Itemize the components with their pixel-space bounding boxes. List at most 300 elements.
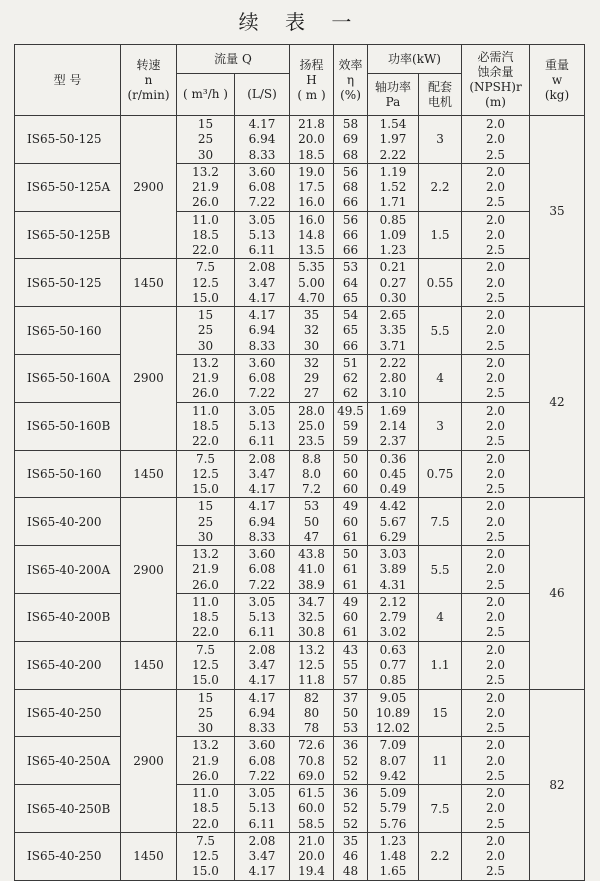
head-value: 21.8: [298, 117, 325, 132]
table-row: [15, 546, 585, 594]
header-flow-ls: (L/S): [235, 74, 290, 116]
q_ls-value: 6.94: [248, 705, 276, 720]
head-cell: [290, 163, 334, 211]
npsh-cell: [462, 116, 530, 164]
q_ls-value: 6.08: [248, 371, 276, 386]
flow-ls-cell: [235, 116, 290, 164]
model-cell: IS65-40-200: [15, 641, 121, 689]
pa-value: 1.09: [379, 227, 407, 242]
model-cell: IS65-40-250B: [15, 785, 121, 833]
q_m3h-value: 26.0: [192, 768, 219, 783]
model-cell: IS65-50-160B: [15, 402, 121, 450]
head-cell: [290, 354, 334, 402]
shaft-power-cell: [368, 737, 419, 785]
flow-ls-cell: [235, 546, 290, 594]
npsh-value: 2.0: [485, 705, 506, 720]
q_ls-value: 4.17: [248, 864, 276, 879]
efficiency-cell: [334, 832, 368, 880]
flow-m3h-cell: [177, 450, 235, 498]
eff-value: 49: [342, 595, 359, 610]
efficiency-cell: [334, 307, 368, 355]
eff-value: 49: [342, 499, 359, 514]
head-cell: [290, 785, 334, 833]
eff-value: 61: [342, 529, 359, 544]
npsh-cell: [462, 259, 530, 307]
model-cell: IS65-50-160: [15, 307, 121, 355]
npsh-value: 2.5: [485, 243, 506, 258]
motor-cell: 2.2: [419, 163, 462, 211]
flow-ls-cell: [235, 307, 290, 355]
q_m3h-value: 25: [197, 705, 214, 720]
model-cell: IS65-40-250: [15, 689, 121, 737]
speed-cell: 1450: [121, 259, 177, 307]
eff-value: 68: [342, 180, 359, 195]
flow-ls-cell: [235, 163, 290, 211]
q_m3h-value: 12.5: [192, 658, 219, 673]
pa-value: 2.79: [379, 610, 407, 625]
head-value: 13.5: [298, 243, 325, 258]
pa-value: 1.97: [379, 132, 407, 147]
pa-value: 1.54: [379, 117, 407, 132]
eff-value: 50: [342, 547, 359, 562]
header-npsh: 必需汽 蚀余量 (NPSH)r (m): [462, 45, 530, 116]
pa-value: 1.71: [379, 195, 407, 210]
npsh-cell: [462, 307, 530, 355]
shaft-power-cell: [368, 832, 419, 880]
motor-cell: 5.5: [419, 307, 462, 355]
npsh-value: 2.0: [485, 164, 506, 179]
table-row: [15, 450, 585, 498]
eff-value: 60: [342, 610, 359, 625]
eff-value: 52: [342, 801, 359, 816]
eff-value: 56: [342, 164, 359, 179]
q_ls-value: 6.11: [248, 816, 276, 831]
shaft-power-cell: [368, 211, 419, 259]
header-head: 扬程 H ( m ): [290, 45, 334, 116]
motor-cell: 2.2: [419, 832, 462, 880]
q_m3h-value: 21.9: [192, 562, 219, 577]
head-value: 16.0: [298, 212, 325, 227]
pa-value: 2.65: [379, 308, 407, 323]
pa-value: 9.42: [379, 768, 407, 783]
eff-value: 66: [342, 227, 359, 242]
q_m3h-value: 18.5: [192, 419, 219, 434]
q_ls-value: 4.17: [248, 499, 276, 514]
q_ls-value: 4.17: [248, 690, 276, 705]
head-value: 32: [303, 356, 320, 371]
table-row: [15, 737, 585, 785]
head-value: 20.0: [298, 132, 325, 147]
pump-spec-table: [14, 44, 585, 881]
q_ls-value: 6.11: [248, 434, 276, 449]
eff-value: 68: [342, 147, 359, 162]
eff-value: 57: [342, 673, 359, 688]
npsh-value: 2.5: [485, 864, 506, 879]
q_ls-value: 6.08: [248, 753, 276, 768]
speed-cell: 1450: [121, 832, 177, 880]
shaft-power-cell: [368, 354, 419, 402]
npsh-value: 2.5: [485, 625, 506, 640]
model-cell: IS65-40-200: [15, 498, 121, 546]
q_m3h-value: 30: [197, 338, 214, 353]
efficiency-cell: [334, 116, 368, 164]
npsh-value: 2.5: [485, 290, 506, 305]
eff-value: 59: [342, 434, 359, 449]
head-value: 82: [303, 690, 320, 705]
head-value: 61.5: [298, 786, 325, 801]
head-value: 35: [303, 308, 320, 323]
pa-value: 1.65: [379, 864, 407, 879]
model-cell: IS65-50-125: [15, 259, 121, 307]
npsh-value: 2.0: [485, 403, 506, 418]
q_m3h-value: 21.9: [192, 180, 219, 195]
npsh-cell: [462, 641, 530, 689]
flow-m3h-cell: [177, 163, 235, 211]
q_m3h-value: 11.0: [192, 595, 219, 610]
q_m3h-value: 15.0: [192, 864, 219, 879]
q_ls-value: 8.33: [248, 529, 276, 544]
table-row: [15, 402, 585, 450]
q_ls-value: 3.05: [248, 403, 276, 418]
eff-value: 60: [342, 514, 359, 529]
pa-value: 9.05: [379, 690, 407, 705]
q_ls-value: 3.47: [248, 275, 276, 290]
npsh-value: 2.5: [485, 816, 506, 831]
q_ls-value: 2.08: [248, 451, 276, 466]
q_m3h-value: 22.0: [192, 434, 219, 449]
eff-value: 65: [342, 323, 359, 338]
head-value: 78: [303, 721, 320, 736]
eff-value: 69: [342, 132, 359, 147]
npsh-value: 2.5: [485, 482, 506, 497]
npsh-cell: [462, 354, 530, 402]
eff-value: 58: [342, 117, 359, 132]
head-value: 19.4: [298, 864, 325, 879]
head-cell: [290, 402, 334, 450]
head-value: 53: [303, 499, 320, 514]
npsh-cell: [462, 593, 530, 641]
q_m3h-value: 15.0: [192, 482, 219, 497]
motor-cell: 4: [419, 593, 462, 641]
table-row: [15, 689, 585, 737]
q_ls-value: 4.17: [248, 290, 276, 305]
q_m3h-value: 13.2: [192, 164, 219, 179]
q_ls-value: 5.13: [248, 610, 276, 625]
npsh-value: 2.0: [485, 658, 506, 673]
eff-value: 50: [342, 705, 359, 720]
table-row: [15, 832, 585, 880]
head-value: 47: [303, 529, 320, 544]
head-cell: [290, 546, 334, 594]
head-cell: [290, 211, 334, 259]
table-row: [15, 785, 585, 833]
q_ls-value: 2.08: [248, 834, 276, 849]
flow-m3h-cell: [177, 785, 235, 833]
table-row: [15, 593, 585, 641]
q_ls-value: 3.60: [248, 738, 276, 753]
pa-value: 0.45: [379, 466, 407, 481]
q_m3h-value: 26.0: [192, 386, 219, 401]
flow-ls-cell: [235, 211, 290, 259]
head-cell: [290, 737, 334, 785]
q_m3h-value: 13.2: [192, 547, 219, 562]
q_m3h-value: 11.0: [192, 403, 219, 418]
eff-value: 65: [342, 290, 359, 305]
eff-value: 51: [342, 356, 359, 371]
pa-value: 0.49: [379, 482, 407, 497]
head-value: 69.0: [298, 768, 325, 783]
npsh-value: 2.0: [485, 275, 506, 290]
npsh-cell: [462, 450, 530, 498]
q_m3h-value: 7.5: [195, 260, 216, 275]
motor-cell: 7.5: [419, 498, 462, 546]
head-value: 58.5: [298, 816, 325, 831]
weight-cell: 46: [530, 498, 585, 689]
q_m3h-value: 18.5: [192, 801, 219, 816]
q_m3h-value: 18.5: [192, 610, 219, 625]
pa-value: 5.09: [379, 786, 407, 801]
efficiency-cell: [334, 641, 368, 689]
pa-value: 3.02: [379, 625, 407, 640]
table-title: 续 表 一: [238, 10, 362, 34]
motor-cell: 5.5: [419, 546, 462, 594]
shaft-power-cell: [368, 307, 419, 355]
pa-value: 3.71: [379, 338, 407, 353]
model-cell: IS65-50-160: [15, 450, 121, 498]
efficiency-cell: [334, 498, 368, 546]
shaft-power-cell: [368, 689, 419, 737]
motor-cell: 0.75: [419, 450, 462, 498]
npsh-value: 2.0: [485, 419, 506, 434]
npsh-cell: [462, 498, 530, 546]
head-value: 4.70: [298, 290, 325, 305]
shaft-power-cell: [368, 785, 419, 833]
flow-m3h-cell: [177, 832, 235, 880]
table-row: [15, 641, 585, 689]
pa-value: 10.89: [375, 705, 411, 720]
shaft-power-cell: [368, 641, 419, 689]
pa-value: 1.69: [379, 403, 407, 418]
head-value: 14.8: [298, 227, 325, 242]
head-value: 19.0: [298, 164, 325, 179]
flow-m3h-cell: [177, 689, 235, 737]
npsh-value: 2.0: [485, 786, 506, 801]
shaft-power-cell: [368, 259, 419, 307]
q_m3h-value: 12.5: [192, 466, 219, 481]
npsh-value: 2.0: [485, 610, 506, 625]
q_m3h-value: 26.0: [192, 577, 219, 592]
npsh-value: 2.0: [485, 642, 506, 657]
head-cell: [290, 450, 334, 498]
model-cell: IS65-40-200B: [15, 593, 121, 641]
npsh-value: 2.0: [485, 499, 506, 514]
weight-cell: 42: [530, 307, 585, 498]
pa-value: 1.19: [379, 164, 407, 179]
pa-value: 0.77: [379, 658, 407, 673]
model-cell: IS65-50-125A: [15, 163, 121, 211]
flow-m3h-cell: [177, 259, 235, 307]
q_m3h-value: 26.0: [192, 195, 219, 210]
header-efficiency: 效率 η (%): [334, 45, 368, 116]
eff-value: 52: [342, 753, 359, 768]
q_m3h-value: 15: [197, 690, 214, 705]
flow-ls-cell: [235, 593, 290, 641]
weight-cell: 35: [530, 116, 585, 307]
npsh-value: 2.0: [485, 117, 506, 132]
q_ls-value: 7.22: [248, 386, 276, 401]
q_ls-value: 6.11: [248, 625, 276, 640]
pa-value: 2.14: [379, 419, 407, 434]
head-value: 29: [303, 371, 320, 386]
eff-value: 59: [342, 419, 359, 434]
pa-value: 0.63: [379, 642, 407, 657]
q_ls-value: 5.13: [248, 801, 276, 816]
q_ls-value: 3.60: [248, 164, 276, 179]
q_m3h-value: 15: [197, 308, 214, 323]
table-header: [15, 45, 585, 116]
npsh-cell: [462, 689, 530, 737]
model-cell: IS65-50-125B: [15, 211, 121, 259]
eff-value: 49.5: [337, 403, 364, 418]
npsh-value: 2.0: [485, 595, 506, 610]
q_m3h-value: 7.5: [195, 834, 216, 849]
npsh-value: 2.0: [485, 323, 506, 338]
pa-value: 5.79: [379, 801, 407, 816]
npsh-value: 2.0: [485, 227, 506, 242]
q_m3h-value: 25: [197, 514, 214, 529]
q_m3h-value: 30: [197, 147, 214, 162]
q_ls-value: 3.05: [248, 595, 276, 610]
pa-value: 12.02: [375, 721, 411, 736]
flow-ls-cell: [235, 785, 290, 833]
q_ls-value: 6.08: [248, 562, 276, 577]
q_ls-value: 8.33: [248, 147, 276, 162]
pa-value: 0.30: [379, 290, 407, 305]
motor-cell: 0.55: [419, 259, 462, 307]
flow-ls-cell: [235, 259, 290, 307]
model-cell: IS65-40-250: [15, 832, 121, 880]
head-value: 72.6: [298, 738, 325, 753]
shaft-power-cell: [368, 116, 419, 164]
q_m3h-value: 13.2: [192, 356, 219, 371]
eff-value: 53: [342, 721, 359, 736]
q_m3h-value: 30: [197, 529, 214, 544]
weight-cell: 82: [530, 689, 585, 880]
q_ls-value: 3.47: [248, 658, 276, 673]
npsh-value: 2.0: [485, 753, 506, 768]
pa-value: 0.21: [379, 260, 407, 275]
head-cell: [290, 259, 334, 307]
q_ls-value: 5.13: [248, 419, 276, 434]
head-cell: [290, 498, 334, 546]
head-cell: [290, 832, 334, 880]
head-value: 20.0: [298, 849, 325, 864]
npsh-value: 2.0: [485, 690, 506, 705]
flow-m3h-cell: [177, 116, 235, 164]
npsh-value: 2.0: [485, 260, 506, 275]
eff-value: 43: [342, 642, 359, 657]
head-value: 17.5: [298, 180, 325, 195]
efficiency-cell: [334, 593, 368, 641]
table-body: [15, 116, 585, 881]
efficiency-cell: [334, 450, 368, 498]
q_ls-value: 3.47: [248, 849, 276, 864]
q_m3h-value: 22.0: [192, 816, 219, 831]
motor-cell: 7.5: [419, 785, 462, 833]
npsh-value: 2.5: [485, 768, 506, 783]
npsh-value: 2.0: [485, 132, 506, 147]
q_ls-value: 6.94: [248, 514, 276, 529]
eff-value: 46: [342, 849, 359, 864]
efficiency-cell: [334, 785, 368, 833]
flow-ls-cell: [235, 450, 290, 498]
eff-value: 35: [342, 834, 359, 849]
eff-value: 66: [342, 338, 359, 353]
efficiency-cell: [334, 737, 368, 785]
head-value: 5.00: [298, 275, 325, 290]
npsh-cell: [462, 832, 530, 880]
pa-value: 5.67: [379, 514, 407, 529]
pa-value: 2.22: [379, 147, 407, 162]
eff-value: 50: [342, 451, 359, 466]
pa-value: 1.23: [379, 834, 407, 849]
efficiency-cell: [334, 546, 368, 594]
header-weight: 重量 w (kg): [530, 45, 585, 116]
q_ls-value: 2.08: [248, 260, 276, 275]
eff-value: 60: [342, 466, 359, 481]
q_ls-value: 5.13: [248, 227, 276, 242]
q_m3h-value: 25: [197, 132, 214, 147]
pa-value: 6.29: [379, 529, 407, 544]
head-value: 8.0: [301, 466, 322, 481]
q_m3h-value: 12.5: [192, 849, 219, 864]
head-value: 5.35: [298, 260, 325, 275]
q_m3h-value: 22.0: [192, 625, 219, 640]
q_ls-value: 8.33: [248, 338, 276, 353]
eff-value: 60: [342, 482, 359, 497]
npsh-value: 2.0: [485, 356, 506, 371]
pa-value: 0.85: [379, 212, 407, 227]
q_ls-value: 3.60: [248, 547, 276, 562]
eff-value: 52: [342, 768, 359, 783]
npsh-value: 2.5: [485, 386, 506, 401]
eff-value: 52: [342, 816, 359, 831]
npsh-value: 2.0: [485, 212, 506, 227]
npsh-value: 2.0: [485, 514, 506, 529]
model-cell: IS65-50-160A: [15, 354, 121, 402]
table-row: [15, 259, 585, 307]
npsh-value: 2.5: [485, 338, 506, 353]
npsh-cell: [462, 737, 530, 785]
head-cell: [290, 593, 334, 641]
head-value: 32.5: [298, 610, 325, 625]
pa-value: 0.36: [379, 451, 407, 466]
eff-value: 62: [342, 386, 359, 401]
eff-value: 53: [342, 260, 359, 275]
motor-cell: 11: [419, 737, 462, 785]
npsh-value: 2.5: [485, 434, 506, 449]
npsh-cell: [462, 546, 530, 594]
pa-value: 1.52: [379, 180, 407, 195]
head-value: 25.0: [298, 419, 325, 434]
npsh-value: 2.5: [485, 577, 506, 592]
npsh-value: 2.5: [485, 721, 506, 736]
head-value: 30: [303, 338, 320, 353]
flow-m3h-cell: [177, 402, 235, 450]
table-row: [15, 211, 585, 259]
motor-cell: 3: [419, 116, 462, 164]
model-cell: IS65-40-250A: [15, 737, 121, 785]
